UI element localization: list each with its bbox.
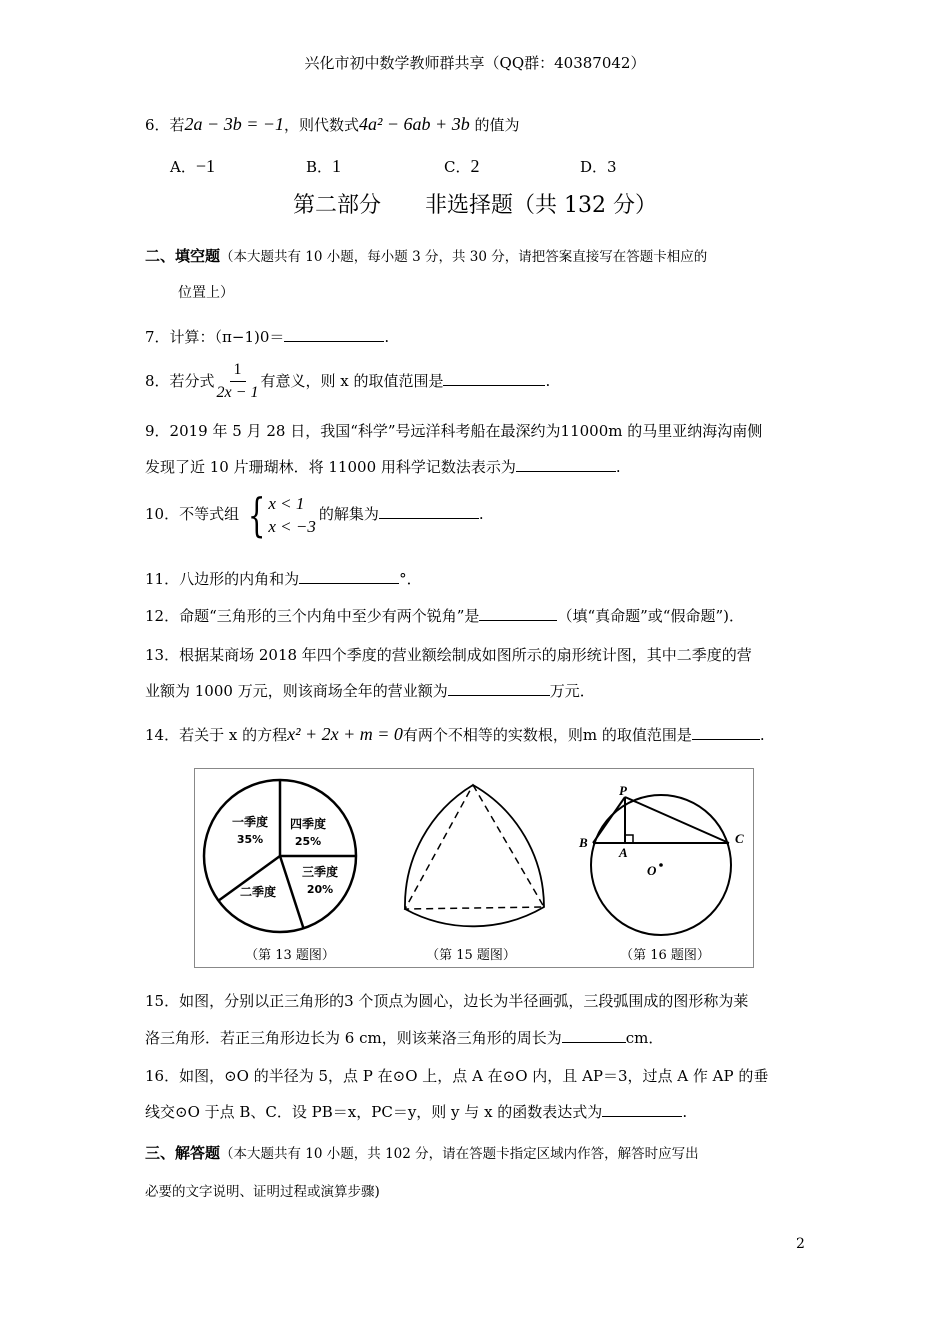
page-number: 2 bbox=[796, 1236, 805, 1252]
question-15-line-2: 洛三角形．若正三角形边长为 6 cm，则该莱洛三角形的周长为 cm． bbox=[145, 1029, 664, 1047]
figure-16-caption: （第 16 题图） bbox=[620, 948, 710, 963]
label-b: B bbox=[579, 835, 588, 850]
pie-slice-label: 一季度 bbox=[231, 815, 269, 829]
figure-13-pie-chart bbox=[204, 780, 356, 963]
q12-answer-blank[interactable] bbox=[479, 606, 557, 621]
q6-condition: 2a − 3b = −1 bbox=[184, 114, 284, 134]
question-8: 8．若分式 $\frac{1}{2x - 1}$ 有意义，则 x 的取值范围是 . bbox=[145, 360, 550, 404]
pie-slice-percent: 35% bbox=[236, 833, 264, 846]
figure-16-circle-diagram bbox=[578, 783, 744, 963]
center-dot bbox=[659, 863, 663, 867]
label-a: A bbox=[619, 845, 628, 860]
section-2-heading bbox=[145, 245, 707, 266]
section-2-desc-2: 位置上） bbox=[178, 285, 234, 301]
question-9-line-2: 发现了近 10 片珊瑚林．将 11000 用科学记数法表示为 . bbox=[145, 458, 621, 476]
q6-mid: ，则代数式 bbox=[284, 116, 360, 134]
figure-15-reuleaux-triangle bbox=[405, 785, 544, 963]
label-p: P bbox=[619, 783, 627, 798]
right-angle-mark bbox=[625, 835, 633, 843]
pie-slice-label: 四季度 bbox=[289, 817, 327, 831]
q6-number: 6．若 bbox=[145, 116, 185, 134]
question-15-line-1: 15．如图，分别以正三角形的3 个顶点为圆心，边长为半径画弧，三段弧围成的图形称为莱 bbox=[145, 992, 749, 1010]
q11-answer-blank[interactable] bbox=[299, 569, 399, 584]
figure-15-caption: （第 15 题图） bbox=[426, 948, 516, 963]
question-10: 10．不等式组 { x < 1 x < −3 的解集为 . bbox=[145, 488, 484, 542]
pie-slice-percent: 25% bbox=[294, 835, 322, 848]
pie-slice-label: 三季度 bbox=[301, 865, 339, 879]
page-header: 兴化市初中数学教师群共享（QQ群：40387042） bbox=[304, 54, 646, 72]
question-11: 11．八边形的内角和为 °． bbox=[145, 570, 422, 588]
q6-option-a: A．−1 bbox=[170, 156, 215, 176]
section-2-desc: （本大题共有 10 小题，每小题 3 分，共 30 分，请把答案直接写在答题卡相应的 bbox=[220, 249, 708, 265]
figures-box bbox=[194, 768, 754, 968]
label-c: C bbox=[735, 831, 744, 846]
question-6 bbox=[145, 114, 520, 135]
question-13-line-2: 业额为 1000 万元，则该商场全年的营业额为 万元． bbox=[145, 682, 595, 700]
figures-svg bbox=[195, 769, 753, 967]
label-o: O bbox=[647, 863, 657, 878]
q6-tail: 的值为 bbox=[469, 116, 520, 134]
q13-answer-blank[interactable] bbox=[448, 681, 550, 696]
q6-option-d: D．3 bbox=[580, 158, 617, 176]
dashed-triangle bbox=[405, 785, 544, 909]
q6-option-c: C．2 bbox=[444, 156, 480, 176]
question-16-line-2: 线交⊙O 于点 B、C．设 PB＝x，PC＝y，则 y 与 x 的函数表达式为 . bbox=[145, 1103, 688, 1121]
q15-answer-blank[interactable] bbox=[562, 1028, 626, 1043]
q9-answer-blank[interactable] bbox=[516, 457, 616, 472]
q10-answer-blank[interactable] bbox=[379, 504, 479, 519]
section-3-desc: （本大题共有 10 小题，共 102 分，请在答题卡指定区域内作答，解答时应写出 bbox=[220, 1146, 699, 1162]
question-9-line-1: 9．2019 年 5 月 28 日，我国“科学”号远洋科考船在最深约为11000m 的马里亚纳海沟南侧 bbox=[145, 422, 763, 440]
question-7: 7．计算：（π−1)0＝ . bbox=[145, 328, 390, 346]
q14-equation: x² + 2x + m = 0 bbox=[287, 724, 403, 744]
section-3-title: 三、解答题 bbox=[145, 1144, 221, 1162]
q16-answer-blank[interactable] bbox=[602, 1102, 682, 1117]
reuleaux-arcs bbox=[405, 785, 544, 926]
figure-13-caption: （第 13 题图） bbox=[245, 948, 335, 963]
q6-option-b: B．1 bbox=[306, 156, 342, 176]
left-brace-icon: { bbox=[247, 488, 266, 542]
pie-slice-percent: 20% bbox=[306, 883, 334, 896]
question-14: 14．若关于 x 的方程x² + 2x + m = 0有两个不相等的实数根，则m 的取值范围是 . bbox=[145, 724, 765, 744]
q7-answer-blank[interactable] bbox=[284, 327, 384, 342]
q8-answer-blank[interactable] bbox=[443, 371, 545, 386]
q8-fraction: $\frac{1}{2x - 1}$ bbox=[216, 361, 259, 401]
section-3-heading bbox=[145, 1142, 699, 1163]
segment-pb bbox=[593, 797, 625, 843]
part-two-title: 第二部分 非选择题（共 132 分） bbox=[293, 193, 657, 218]
question-16-line-1: 16．如图，⊙O 的半径为 5，点 P 在⊙O 上，点 A 在⊙O 内，且 AP＝3，过点 A 作 AP 的垂 bbox=[145, 1067, 769, 1085]
pie-slice-label: 二季度 bbox=[239, 885, 277, 899]
q10-inequality-system: { x < 1 x < −3 bbox=[247, 488, 316, 542]
question-12: 12．命题“三角形的三个内角中至少有两个锐角”是 （填“真命题”或“假命题”)． bbox=[145, 607, 744, 625]
section-3-desc-2: 必要的文字说明、证明过程或演算步骤) bbox=[145, 1184, 380, 1200]
section-2-title: 二、填空题 bbox=[145, 247, 221, 265]
q6-expression: 4a² − 6ab + 3b bbox=[359, 114, 470, 134]
q14-answer-blank[interactable] bbox=[692, 725, 760, 740]
question-13-line-1: 13．根据某商场 2018 年四个季度的营业额绘制成如图所示的扇形统计图，其中二季度的营 bbox=[145, 646, 752, 664]
